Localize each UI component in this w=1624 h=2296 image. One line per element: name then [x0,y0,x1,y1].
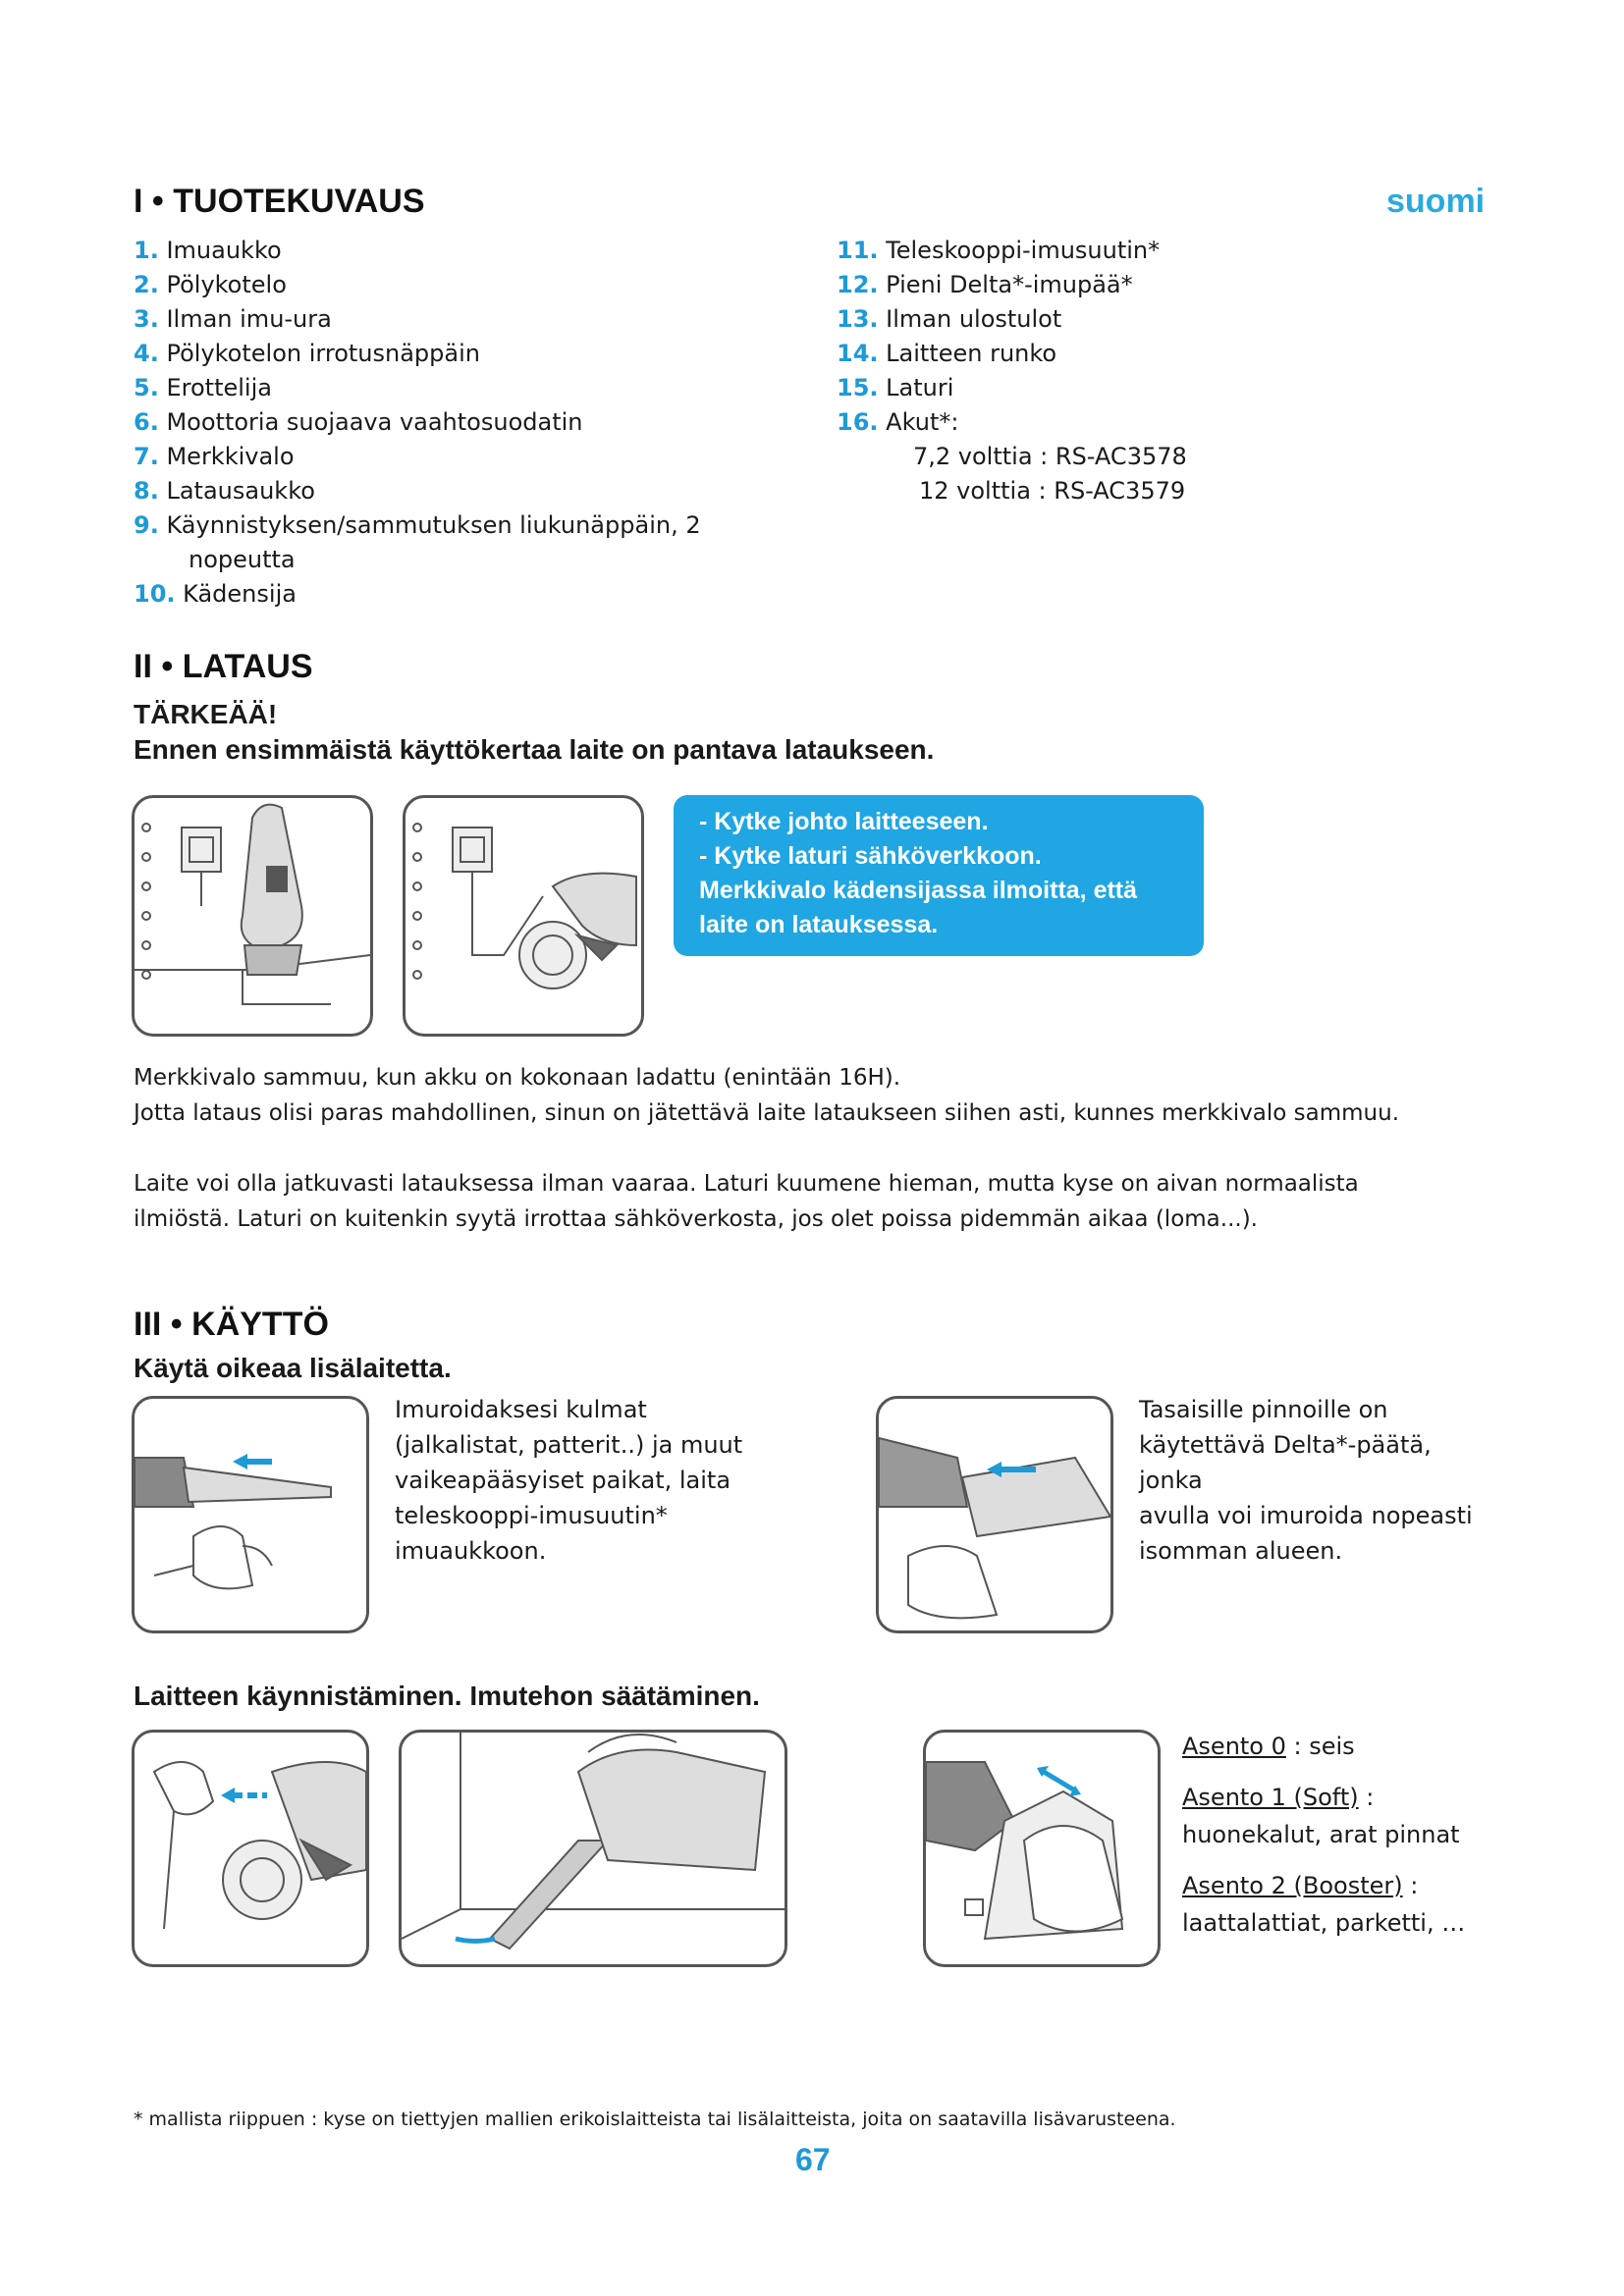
item-text: Pölykotelo [166,271,287,298]
item-number: 5. [134,374,159,401]
item-number: 7. [134,443,159,470]
instruction-line: - Kytke johto laitteeseen. [699,808,989,835]
charger-plug-drawing [406,798,641,1034]
list-item [134,268,821,302]
nozzle-text-line: teleskooppi-imusuutin* [395,1502,668,1529]
item-number: 6. [134,408,159,436]
item-text: Ilman imu-ura [166,305,332,333]
item-text: Moottoria suojaava vaahtosuodatin [166,408,583,436]
section-title-lataus: II • LATAUS [134,648,313,685]
vacuum-use-illustration [399,1730,787,1967]
battery-line: 7,2 volttia : RS-AC3578 [913,443,1187,470]
list-item [134,440,821,474]
important-label: TÄRKEÄÄ! [134,699,278,729]
list-item [837,234,1426,268]
item-text: Laturi [886,374,954,401]
paragraph-line: ilmiöstä. Laturi on kuitenkin syytä irrottaa sähköverkosta, jos olet poissa pidemmän aikaa (loma...). [134,1206,1258,1232]
nozzle-text-line: (jalkalistat, patterit..) ja muut [395,1431,743,1459]
list-item [134,577,821,612]
charging-instructions-box [674,795,1204,956]
item-number: 15. [837,374,879,401]
list-item [134,337,821,371]
item-text: Latausaukko [166,477,315,505]
vacuum-use-drawing [402,1733,785,1964]
instruction-line: laite on latauksessa. [699,911,939,938]
nozzle-text-line: imuaukkoon. [395,1537,547,1565]
item-text: Pieni Delta*-imupää* [886,271,1133,298]
position-label: Asento 2 (Booster) [1182,1872,1403,1899]
instruction-line: Merkkivalo kädensijassa ilmoitta, että [699,877,1138,904]
item-text: Teleskooppi-imusuutin* [886,237,1161,264]
paragraph-line: Jotta lataus olisi paras mahdollinen, sinun on jätettävä laite lataukseen siihen asti, kunnes merkkivalo sammuu. [134,1100,1400,1126]
list-item [837,405,1426,440]
instruction-line: - Kytke laturi sähköverkkoon. [699,842,1042,870]
delta-text [1139,1392,1502,1569]
list-item [134,234,821,268]
power-plug-illustration [132,1730,369,1967]
item-number: 16. [837,408,879,436]
list-item [134,474,821,508]
list-item [134,371,821,405]
position-separator: : [1358,1784,1375,1811]
position-label: Asento 1 (Soft) [1182,1784,1359,1811]
item-number: 14. [837,340,879,367]
list-item [837,302,1426,337]
list-item [134,405,821,440]
item-text: Laitteen runko [886,340,1057,367]
nozzle-illustration [132,1396,369,1633]
charging-illustration-2 [403,795,644,1037]
item-text: nopeutta [189,546,296,573]
battery-line: 12 volttia : RS-AC3579 [919,477,1186,505]
item-number: 1. [134,237,159,264]
delta-text-line: isomman alueen. [1139,1537,1343,1565]
delta-head-drawing [879,1399,1110,1630]
accessory-subtitle: Käytä oikeaa lisälaitetta. [134,1353,452,1383]
important-text: Ennen ensimmäistä käyttökertaa laite on pantava lataukseen. [134,734,935,765]
nozzle-text-line: Imuroidaksesi kulmat [395,1396,647,1423]
list-item [134,508,821,543]
language-label: suomi [1386,183,1486,220]
position-1 [1182,1779,1595,1853]
item-number: 8. [134,477,159,505]
item-number: 12. [837,271,879,298]
list-item [837,337,1426,371]
item-text: Kädensija [183,580,297,608]
item-number: 2. [134,271,159,298]
delta-text-line: käytettävä Delta*-päätä, jonka [1139,1431,1432,1494]
power-plug-drawing [135,1733,366,1964]
delta-text-line: avulla voi imuroida nopeasti [1139,1502,1473,1529]
item-text: Akut*: [886,408,959,436]
item-number: 4. [134,340,159,367]
list-item [134,543,821,577]
section-title-tuotekuvaus: I • TUOTEKUVAUS [134,183,425,220]
footnote: * mallista riippuen : kyse on tiettyjen mallien erikoislaitteista tai lisälaitteista, joita on saatavilla lisävarusteena. [134,2109,1176,2130]
telescopic-nozzle-drawing [135,1399,366,1630]
nozzle-text-line: vaikeapääsyiset paikat, laita [395,1467,731,1494]
item-number: 11. [837,237,879,264]
position-separator: : [1285,1733,1310,1760]
charger-dock-drawing [135,798,370,1034]
item-text: Käynnistyksen/sammutuksen liukunäppäin, 2 [166,511,701,539]
parts-list-right [837,234,1426,440]
item-text: Ilman ulostulot [886,305,1062,333]
start-subtitle: Laitteen käynnistäminen. Imutehon säätäminen. [134,1681,760,1711]
position-separator: : [1402,1872,1419,1899]
delta-head-illustration [876,1396,1113,1633]
item-number: 9. [134,511,159,539]
battery-models [913,440,1306,508]
item-text: Merkkivalo [166,443,295,470]
position-2 [1182,1867,1595,1942]
speed-switch-drawing [926,1733,1158,1964]
charging-illustration-1 [132,795,373,1037]
list-item [837,371,1426,405]
position-0 [1182,1728,1595,1765]
item-text: Erottelija [166,374,272,401]
charging-paragraph-1 [134,1060,1399,1131]
speed-positions [1182,1728,1595,1942]
nozzle-text [395,1392,768,1569]
charging-paragraph-2 [134,1166,1359,1237]
position-label: Asento 0 [1182,1733,1286,1760]
speed-switch-illustration [923,1730,1161,1967]
section-title-kaytto: III • KÄYTTÖ [134,1306,329,1343]
list-item [134,302,821,337]
item-text: Pölykotelon irrotusnäppäin [166,340,480,367]
position-desc: seis [1309,1733,1355,1760]
position-desc: huonekalut, arat pinnat [1182,1821,1460,1848]
page-number: 67 [795,2142,831,2177]
item-number: 13. [837,305,879,333]
item-text: Imuaukko [166,237,282,264]
paragraph-line: Laite voi olla jatkuvasti latauksessa ilman vaaraa. Laturi kuumene hieman, mutta kyse on aivan normaalista [134,1171,1359,1197]
item-number: 10. [134,580,176,608]
list-item [837,268,1426,302]
item-number: 3. [134,305,159,333]
position-desc: laattalattiat, parketti, … [1182,1909,1466,1937]
paragraph-line: Merkkivalo sammuu, kun akku on kokonaan ladattu (enintään 16H). [134,1065,901,1091]
parts-list-left [134,234,821,612]
delta-text-line: Tasaisille pinnoille on [1139,1396,1388,1423]
